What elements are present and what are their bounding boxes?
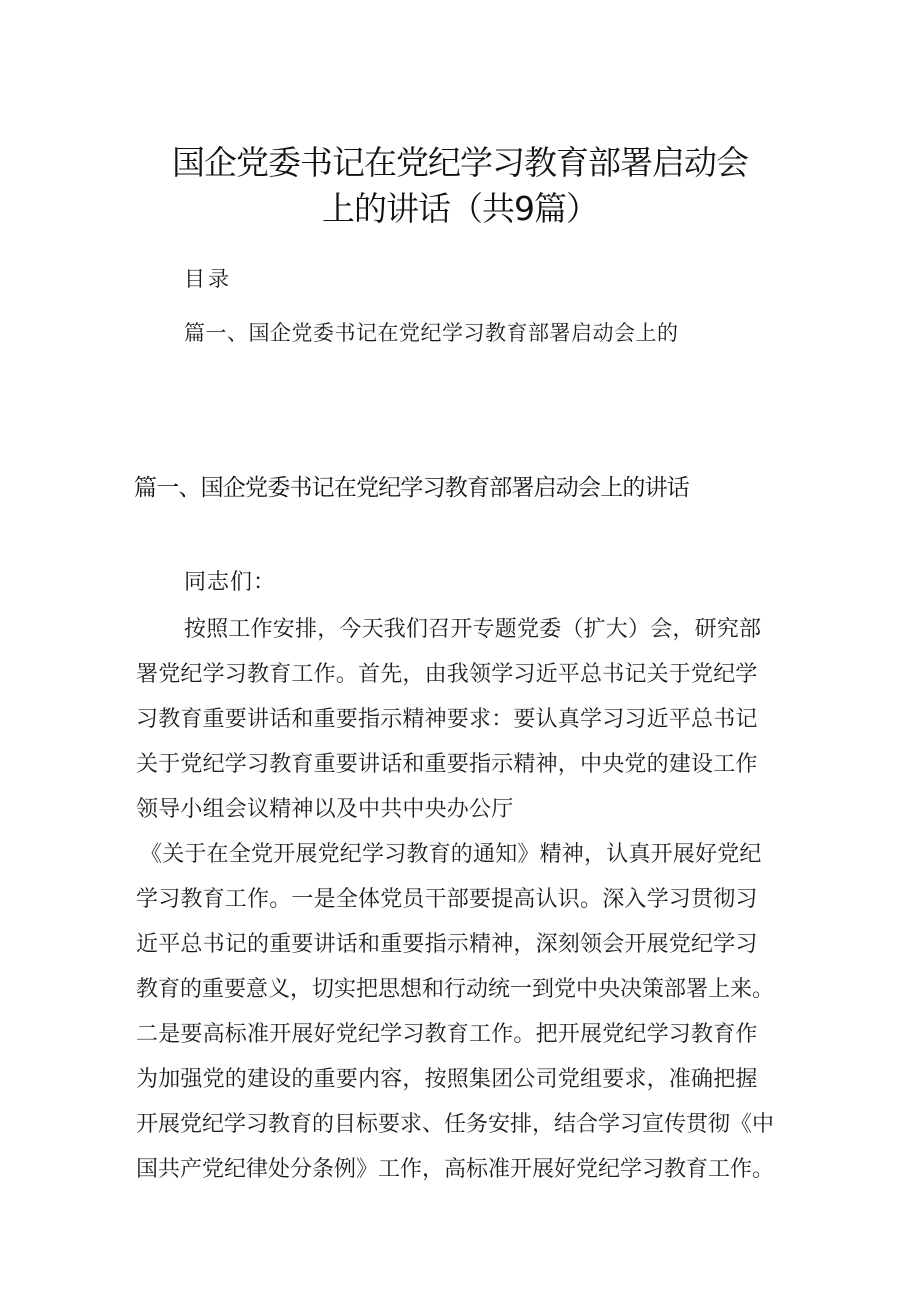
body-line: 《关于在全党开展党纪学习教育的通知》精神，认真开展好党纪 bbox=[140, 842, 762, 867]
section-heading: 篇一、国企党委书记在党纪学习教育部署启动会上的讲话 bbox=[134, 475, 690, 501]
document-title-line-2: 上的讲话（共9篇） bbox=[322, 189, 598, 228]
body-line: 为加强党的建设的重要内容，按照集团公司党组要求，准确把握 bbox=[136, 1067, 758, 1092]
body-line: 开展党纪学习教育的目标要求、任务安排，结合学习宣传贯彻《中 bbox=[136, 1112, 775, 1137]
body-line: 近平总书记的重要讲话和重要指示精神，深刻领会开展党纪学习 bbox=[136, 932, 758, 957]
salutation: 同志们： bbox=[184, 570, 277, 595]
body-line: 领导小组会议精神以及中共中央办公厅 bbox=[136, 797, 514, 822]
body-line: 国共产党纪律处分条例》工作，高标准开展好党纪学习教育工作。 bbox=[136, 1157, 775, 1182]
body-line: 教育的重要意义，切实把思想和行动统一到党中央决策部署上来。 bbox=[136, 977, 775, 1002]
body-line: 习教育重要讲话和重要指示精神要求：要认真学习习近平总书记 bbox=[136, 707, 758, 732]
body-line: 学习教育工作。一是全体党员干部要提高认识。深入学习贯彻习 bbox=[136, 887, 758, 912]
document-title-line-1: 国企党委书记在党纪学习教育部署启动会 bbox=[172, 143, 748, 182]
toc-item[interactable]: 篇一、国企党委书记在党纪学习教育部署启动会上的 bbox=[184, 321, 679, 345]
body-line: 二是要高标准开展好党纪学习教育工作。把开展党纪学习教育作 bbox=[136, 1022, 758, 1047]
body-line: 按照工作安排，今天我们召开专题党委（扩大）会，研究部 bbox=[184, 617, 762, 642]
toc-label: 目录 bbox=[184, 267, 232, 291]
body-line: 关于党纪学习教育重要讲话和重要指示精神，中央党的建设工作 bbox=[136, 752, 758, 777]
body-line: 署党纪学习教育工作。首先，由我领学习近平总书记关于党纪学 bbox=[136, 662, 758, 687]
